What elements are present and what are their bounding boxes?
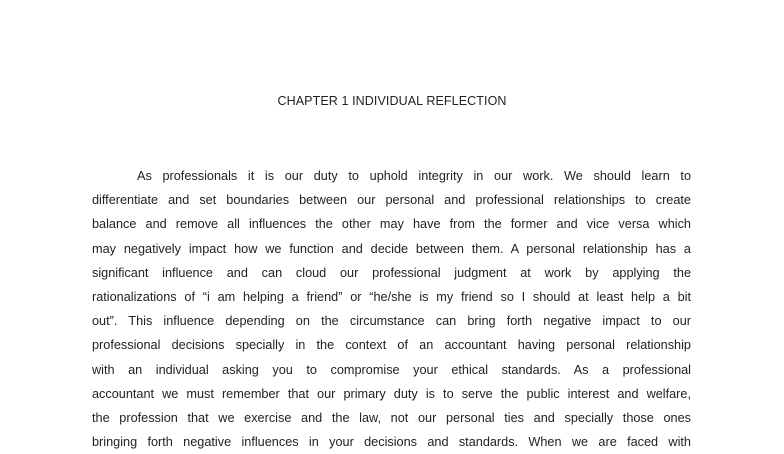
paragraph-line: significant influence and can cloud our professional judgment at work by applying the <box>92 265 691 280</box>
paragraph-line: with an individual asking you to compromise your ethical standards. As a professional <box>92 362 691 377</box>
paragraph-line: rationalizations of “i am helping a friend” or “he/she is my friend so I should at least help a bit <box>92 289 691 304</box>
paragraph-line: accountant we must remember that our primary duty is to serve the public interest and welfare, <box>92 386 691 401</box>
paragraph-line: As professionals it is our duty to uphold integrity in our work. We should learn to <box>137 169 691 183</box>
paragraph-line: out”. This influence depending on the circumstance can bring forth negative impact to our <box>92 314 691 329</box>
paragraph-line: balance and remove all influences the other may have from the former and vice versa which <box>92 217 691 232</box>
reflection-paragraph <box>92 164 691 454</box>
paragraph-line: differentiate and set boundaries between our personal and professional relationships to create <box>92 193 691 208</box>
paragraph-line: professional decisions specially in the context of an accountant having personal relationship <box>92 338 691 353</box>
paragraph-line: bringing forth negative influences in your decisions and standards. When we are faced with <box>92 435 691 450</box>
paragraph-line: may negatively impact how we function and decide between them. A personal relationship has a <box>92 241 691 256</box>
paragraph-line: the profession that we exercise and the law, not our personal ties and specially those ones <box>92 410 691 425</box>
chapter-title: CHAPTER 1 INDIVIDUAL REFLECTION <box>277 94 507 108</box>
